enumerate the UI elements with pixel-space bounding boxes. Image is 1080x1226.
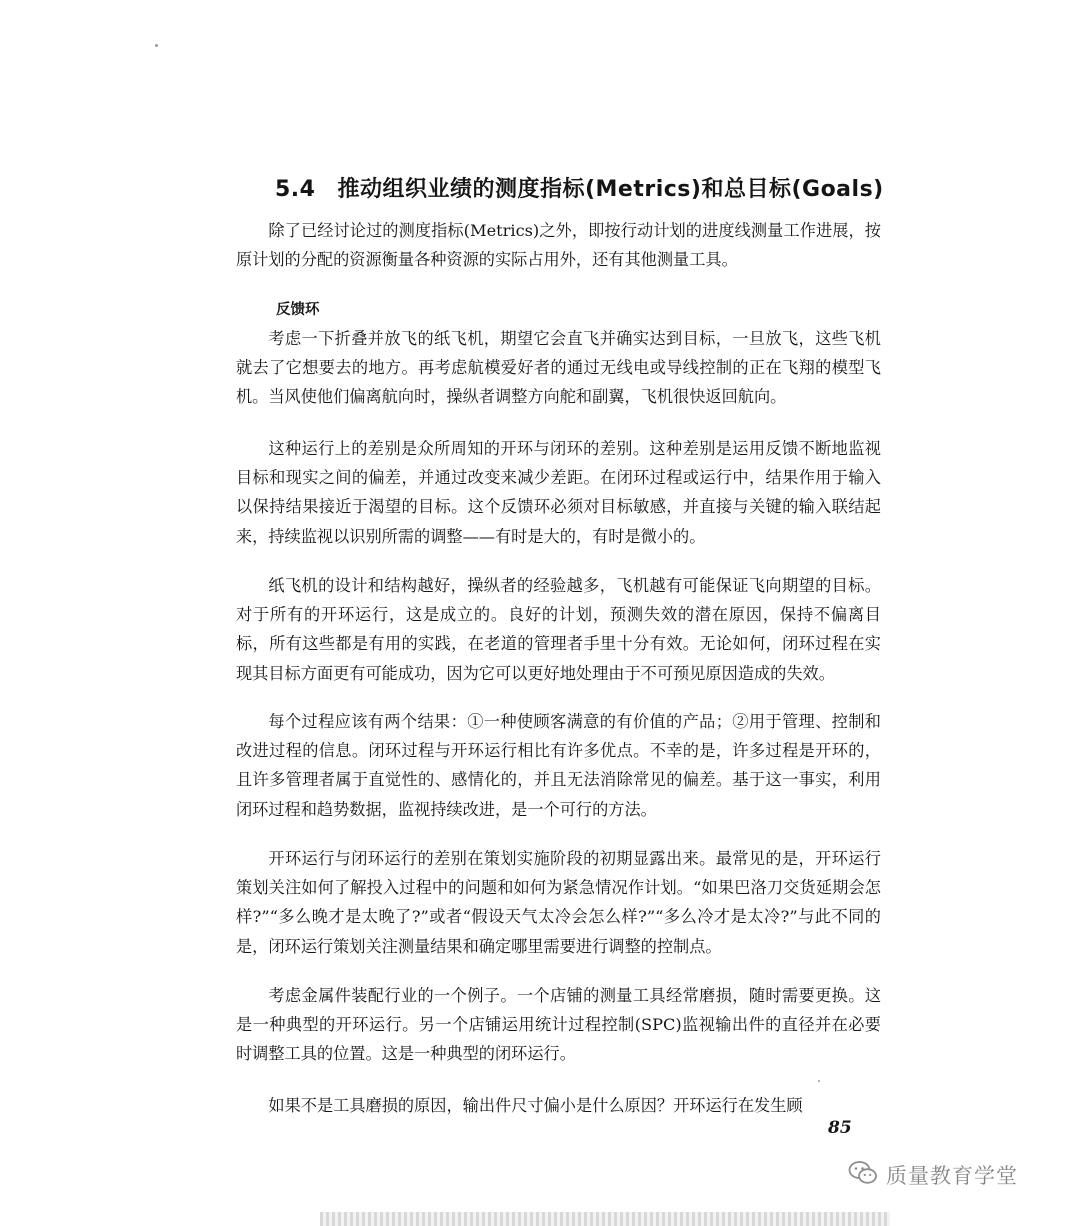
watermark-text: 质量教育学堂 bbox=[886, 1164, 1018, 1188]
wechat-icon bbox=[848, 1160, 878, 1190]
paragraph-5: 开环运行与闭环运行的差别在策划实施阶段的初期显露出来。最常见的是，开环运行策划关注如何了解投入过程中的问题和如何为紧急情况作计划。“如果巴洛刀交货延期会怎样?”“多么晚才是太晚了?”或者“假设天气太冷会怎么样?”“多么冷才是太冷?”与此不同的是，闭环运行策划关注测量结果和确定哪里需要进行调整的控制点。 bbox=[236, 849, 881, 956]
page-number: 85 bbox=[828, 1118, 852, 1138]
scan-speck bbox=[155, 44, 158, 47]
intro-paragraph: 除了已经讨论过的测度指标(Metrics)之外，即按行动计划的进度线测量工作进展，按原计划的分配的资源衡量各种资源的实际占用外，还有其他测量工具。 bbox=[236, 221, 881, 270]
subheading: 反馈环 bbox=[276, 302, 320, 318]
scan-speck bbox=[818, 1080, 820, 1082]
paragraph-3: 纸飞机的设计和结构越好，操纵者的经验越多，飞机越有可能保证飞向期望的目标。对于所有的开环运行，这是成立的。良好的计划，预测失效的潜在原因，保持不偏离目标，所有这些都是有用的实践，在老道的管理者手里十分有效。无论如何，闭环过程在实现其目标方面更有可能成功，因为它可以更好地处理由于不可预见原因造成的失效。 bbox=[236, 576, 881, 683]
paragraph-1: 考虑一下折叠并放飞的纸飞机，期望它会直飞并确实达到目标，一旦放飞，这些飞机就去了它想要去的地方。再考虑航模爱好者的通过无线电或导线控制的正在飞翔的模型飞机。当风使他们偏离航向时，操纵者调整方向舵和副翼，飞机很快返回航向。 bbox=[236, 329, 881, 407]
paragraph-4: 每个过程应该有两个结果：①一种使顾客满意的有价值的产品；②用于管理、控制和改进过程的信息。闭环过程与开环运行相比有许多优点。不幸的是，许多过程是开环的，且许多管理者属于直觉性的、感情化的，并且无法消除常见的偏差。基于这一事实，利用闭环过程和趋势数据，监视持续改进，是一个可行的方法。 bbox=[236, 712, 881, 819]
watermark bbox=[848, 1160, 1018, 1190]
paragraph-2: 这种运行上的差别是众所周知的开环与闭环的差别。这种差别是运用反馈不断地监视目标和现实之间的偏差，并通过改变来减少差距。在闭环过程或运行中，结果作用于输入以保持结果接近于渴望的目标。这个反馈环必须对目标敏感，并直接与关键的输入联结起来，持续监视以识别所需的调整——有时是大的，有时是微小的。 bbox=[236, 439, 881, 546]
paragraph-6: 考虑金属件装配行业的一个例子。一个店铺的测量工具经常磨损，随时需要更换。这是一种典型的开环运行。另一个店铺运用统计过程控制(SPC)监视输出件的直径并在必要时调整工具的位置。这是一种典型的闭环运行。 bbox=[236, 986, 881, 1064]
paragraph-7: 如果不是工具磨损的原因，输出件尺寸偏小是什么原因？开环运行在发生顾 bbox=[268, 1096, 803, 1115]
section-title: 推动组织业绩的测度指标(Metrics)和总目标(Goals) bbox=[337, 177, 884, 202]
bottom-scan-artifact bbox=[320, 1212, 890, 1226]
section-number: 5.4 bbox=[275, 177, 316, 202]
section-heading bbox=[275, 174, 895, 206]
